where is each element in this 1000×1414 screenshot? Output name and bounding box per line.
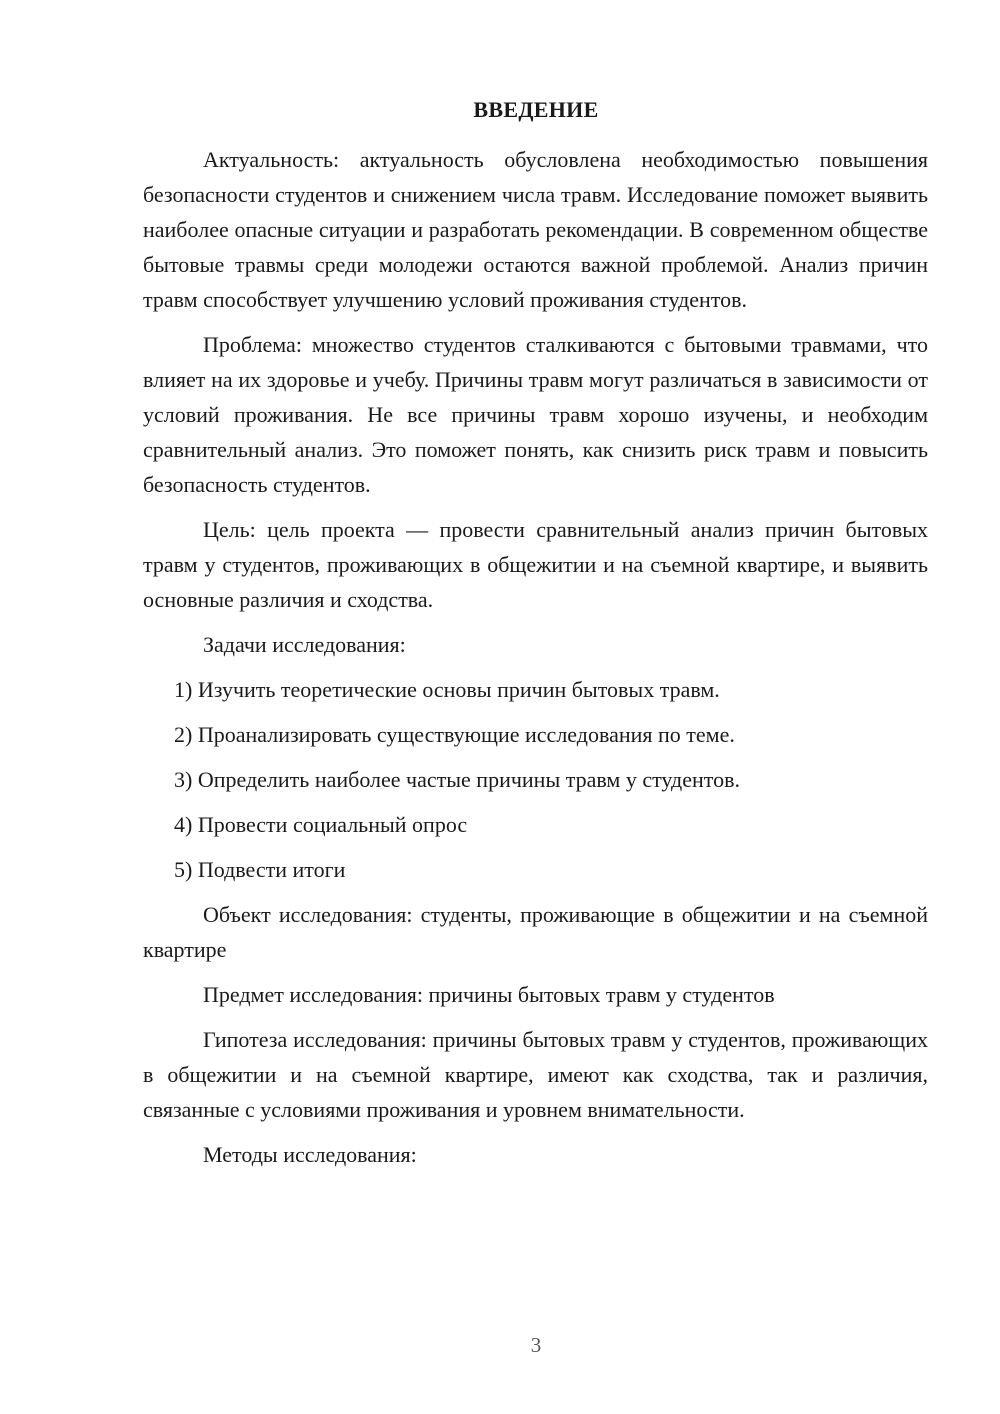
task-item: 4) Провести социальный опрос xyxy=(174,812,468,837)
hypothesis-paragraph: Гипотеза исследования: причины бытовых травм у студентов, проживающих в общежитии и на съемной квартире, имеют как сходства, так и различия, связанные с условиями проживания и уровнем внимательности. xyxy=(143,1027,928,1122)
task-item: 3) Определить наиболее частые причины травм у студентов. xyxy=(174,767,740,792)
object-paragraph: Объект исследования: студенты, проживающие в общежитии и на съемной квартире xyxy=(143,902,928,962)
problem-paragraph: Проблема: множество студентов сталкиваются с бытовыми травмами, что влияет на их здоровье и учебу. Причины травм могут различаться в зависимости от условий проживания. Не все причины травм хорошо изучены, и необходим сравнительный анализ. Это поможет понять, как снизить риск травм и повысить безопасность студентов. xyxy=(143,332,928,497)
relevance-paragraph: Актуальность: актуальность обусловлена необходимостью повышения безопасности студентов и снижением числа травм. Исследование поможет выявить наиболее опасные ситуации и разработать рекомендации. В современном обществе бытовые травмы среди молодежи остаются важной проблемой. Анализ причин травм способствует улучшению условий проживания студентов. xyxy=(143,147,928,312)
goal-paragraph: Цель: цель проекта — провести сравнительный анализ причин бытовых травм у студентов, проживающих в общежитии и на съемной квартире, и выявить основные различия и сходства. xyxy=(143,517,928,612)
methods-heading: Методы исследования: xyxy=(203,1142,417,1167)
task-item: 2) Проанализировать существующие исследования по теме. xyxy=(174,722,735,747)
page-number: 3 xyxy=(530,1333,542,1357)
tasks-heading: Задачи исследования: xyxy=(203,632,406,657)
subject-paragraph: Предмет исследования: причины бытовых травм у студентов xyxy=(203,982,775,1007)
task-item: 5) Подвести итоги xyxy=(174,857,346,882)
document-body xyxy=(143,142,928,1172)
section-title: ВВЕДЕНИЕ xyxy=(473,97,599,122)
task-item: 1) Изучить теоретические основы причин бытовых травм. xyxy=(174,677,720,702)
